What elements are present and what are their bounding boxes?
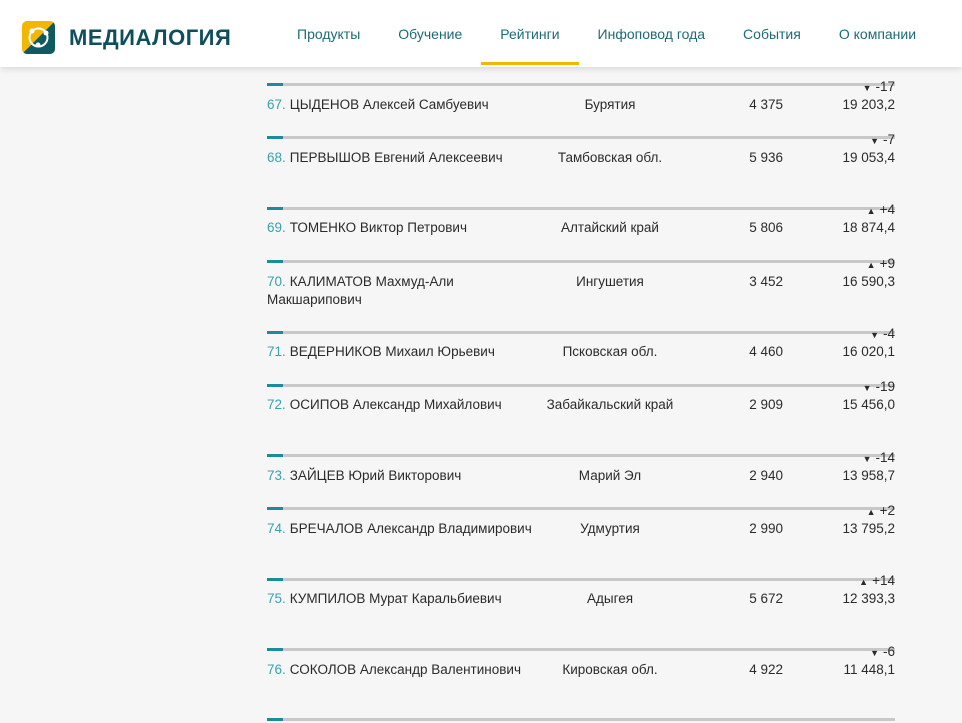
- person-name: [267, 96, 537, 114]
- rank-change: [815, 502, 895, 522]
- mentions-count: 4 460: [749, 344, 783, 359]
- region: Забайкальский край: [546, 397, 674, 412]
- rank-number: 76.: [267, 662, 286, 677]
- media-index: 16 590,3: [842, 274, 895, 289]
- person-name-text: КУМПИЛОВ Мурат Каральбиевич: [289, 591, 502, 606]
- rank-change: [815, 572, 895, 592]
- arrow-down-icon: ▼: [870, 330, 879, 340]
- rank-change: [815, 131, 895, 151]
- rank-change: [815, 378, 895, 398]
- person-name-text: ПЕРВЫШОВ Евгений Алексеевич: [289, 150, 503, 165]
- media-index: 15 456,0: [842, 397, 895, 412]
- rank-number: 72.: [267, 397, 286, 412]
- row-separator: [267, 384, 895, 387]
- region: Алтайский край: [561, 220, 659, 235]
- rank-change-value: +2: [879, 503, 895, 518]
- person-name: [267, 590, 537, 608]
- row-separator: [267, 83, 895, 86]
- arrow-up-icon: ▲: [859, 577, 869, 587]
- person-name-text: КАЛИМАТОВ Махмуд-Али Макшарипович: [267, 274, 454, 307]
- nav-item-events[interactable]: События: [743, 25, 801, 42]
- rank-change: [815, 78, 895, 98]
- person-name-text: БРЕЧАЛОВ Александр Владимирович: [289, 521, 532, 536]
- person-name: [267, 149, 537, 167]
- person-name-text: ОСИПОВ Александр Михайлович: [289, 397, 502, 412]
- row-separator: [267, 454, 895, 457]
- row-separator: [267, 207, 895, 210]
- nav-item-education[interactable]: Обучение: [398, 25, 463, 42]
- arrow-up-icon: ▲: [866, 260, 876, 270]
- media-index: 18 874,4: [842, 220, 895, 235]
- row-separator: [267, 718, 895, 721]
- rank-change-value: -14: [875, 450, 895, 465]
- main-nav: [278, 0, 935, 67]
- mentions-count: 2 940: [749, 468, 783, 483]
- row-separator: [267, 331, 895, 334]
- rank-number: 74.: [267, 521, 286, 536]
- person-name-text: ВЕДЕРНИКОВ Михаил Юрьевич: [289, 344, 495, 359]
- mentions-count: 4 375: [749, 97, 783, 112]
- site-header: [0, 0, 962, 67]
- row-separator: [267, 648, 895, 651]
- media-index: 16 020,1: [842, 344, 895, 359]
- rank-change: [815, 643, 895, 663]
- rank-number: 69.: [267, 220, 286, 235]
- media-index: 12 393,3: [842, 591, 895, 606]
- person-name: [267, 520, 537, 538]
- region: Адыгея: [586, 591, 634, 606]
- rank-change-value: +14: [872, 573, 895, 588]
- arrow-down-icon: ▼: [862, 383, 872, 393]
- media-index: 13 958,7: [842, 468, 895, 483]
- rank-number: 75.: [267, 591, 286, 606]
- nav-item-products[interactable]: Продукты: [297, 25, 361, 42]
- rank-change: [815, 325, 895, 345]
- row-separator: [267, 507, 895, 510]
- row-separator: [267, 578, 895, 581]
- mentions-count: 2 909: [749, 397, 783, 412]
- rank-change: [815, 255, 895, 275]
- rank-change-value: -6: [882, 644, 895, 659]
- person-name: [267, 661, 537, 679]
- rank-change: [815, 201, 895, 221]
- medialogia-logo-icon: [22, 21, 55, 54]
- row-separator: [267, 260, 895, 263]
- arrow-up-icon: ▲: [866, 507, 876, 517]
- region: Ингушетия: [576, 274, 644, 289]
- region: Удмуртия: [580, 521, 640, 536]
- rank-number: 68.: [267, 150, 286, 165]
- region: Тамбовская обл.: [557, 150, 663, 165]
- arrow-down-icon: ▼: [870, 648, 879, 658]
- brand-name: МЕДИАЛОГИЯ: [69, 24, 232, 50]
- arrow-up-icon: ▲: [866, 206, 876, 216]
- person-name-text: ТОМЕНКО Виктор Петрович: [289, 220, 467, 235]
- person-name: [267, 273, 537, 308]
- arrow-down-icon: ▼: [870, 136, 879, 146]
- rank-number: 67.: [267, 97, 286, 112]
- region: Псковская обл.: [562, 344, 658, 359]
- rank-number: 73.: [267, 468, 286, 483]
- media-index: 11 448,1: [843, 662, 895, 677]
- rank-change: [815, 449, 895, 469]
- person-name: [267, 219, 537, 237]
- rank-change-value: -17: [875, 79, 895, 94]
- person-name-text: ЦЫДЕНОВ Алексей Самбуевич: [289, 97, 489, 112]
- nav-item-ratings[interactable]: Рейтинги: [481, 0, 578, 67]
- person-name: [267, 343, 537, 361]
- media-index: 19 203,2: [842, 97, 895, 112]
- person-name-text: СОКОЛОВ Александр Валентинович: [289, 662, 521, 677]
- person-name-text: ЗАЙЦЕВ Юрий Викторович: [289, 468, 462, 483]
- rank-change-value: +4: [879, 202, 895, 217]
- mentions-count: 5 936: [749, 150, 783, 165]
- arrow-down-icon: ▼: [862, 454, 872, 464]
- rank-number: 70.: [267, 274, 286, 289]
- rank-change-value: -4: [882, 326, 895, 341]
- media-index: 19 053,4: [842, 150, 895, 165]
- arrow-down-icon: ▼: [862, 83, 872, 93]
- person-name: [267, 396, 537, 414]
- rank-number: 71.: [267, 344, 286, 359]
- region: Кировская обл.: [562, 662, 658, 677]
- media-index: 13 795,2: [842, 521, 895, 536]
- mentions-count: 3 452: [749, 274, 783, 289]
- person-name: [267, 467, 537, 485]
- rank-change-value: -19: [875, 379, 895, 394]
- mentions-count: 4 922: [749, 662, 783, 677]
- region: Бурятия: [584, 97, 636, 112]
- nav-item-newsmaker[interactable]: Инфоповод года: [597, 25, 706, 42]
- rank-change-value: +9: [879, 256, 895, 271]
- mentions-count: 5 806: [749, 220, 783, 235]
- nav-item-about[interactable]: О компании: [838, 25, 917, 42]
- logo[interactable]: [22, 21, 231, 54]
- mentions-count: 2 990: [749, 521, 783, 536]
- rank-change-value: -7: [882, 132, 895, 147]
- row-separator: [267, 136, 895, 139]
- mentions-count: 5 672: [749, 591, 783, 606]
- region: Марий Эл: [578, 468, 642, 483]
